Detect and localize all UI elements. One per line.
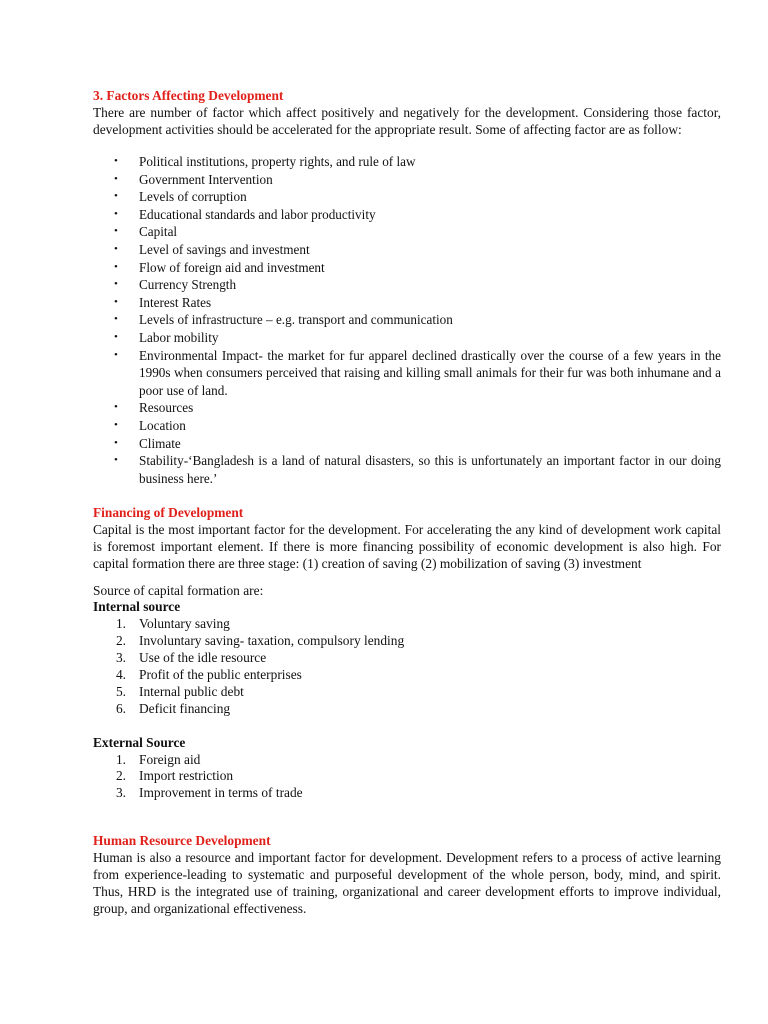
list-item: • Climate [114, 435, 181, 451]
hrd-heading: Human Resource Development [93, 833, 271, 849]
list-item: • Level of savings and investment [114, 241, 310, 257]
list-item: 3. Improvement in terms of trade [115, 785, 303, 801]
bullet-icon: • [114, 313, 118, 326]
list-item: • Labor mobility [114, 329, 219, 345]
list-item: • Stability-‘Bangladesh is a land of natural disasters, so this is unfortunately an important factor in our doing business here.’ [114, 453, 721, 486]
bullet-icon: • [114, 260, 118, 273]
list-item: • Educational standards and labor productivity [114, 206, 376, 222]
section-3-heading: 3. Factors Affecting Development [93, 88, 284, 103]
section-3-intro: There are number of factor which affect positively and negatively for the development. Considering those factor, development activities should be accelerated for the appropriate result. Some of affecting factor are as follow: [93, 105, 721, 137]
list-item: • Government Intervention [114, 171, 273, 187]
bullet-icon: • [114, 330, 118, 343]
bullet-icon: • [114, 190, 118, 203]
internal-source-list [93, 616, 721, 717]
external-source-list [93, 752, 721, 803]
financing-heading: Financing of Development [93, 505, 244, 521]
list-item: 3. Use of the idle resource [115, 650, 267, 665]
list-item: 2. Involuntary saving- taxation, compulsory lending [115, 633, 405, 649]
factors-list [93, 153, 721, 487]
list-item: 5. Internal public debt [115, 683, 244, 699]
bullet-icon: • [114, 454, 118, 467]
sources-intro: Source of capital formation are: [93, 583, 264, 599]
bullet-icon: • [114, 401, 118, 414]
list-item: 1. Foreign aid [115, 751, 201, 767]
document-body [93, 87, 721, 917]
bullet-icon: • [114, 348, 118, 361]
bullet-icon: • [114, 225, 118, 238]
list-item: • Interest Rates [114, 294, 212, 310]
list-item: 1. Voluntary saving [115, 616, 230, 632]
list-item: 2. Import restriction [115, 768, 234, 784]
list-item: • Environmental Impact- the market for fur apparel declined drastically over the course of a few years in the 1990s when consumers perceived that raising and killing small animals for their fur was both inhumane and a poor use of land. [114, 347, 721, 398]
list-item: • Resources [114, 400, 194, 416]
list-item: • Capital [114, 224, 178, 240]
financing-paragraph: Capital is the most important factor for the development. For accelerating the any kind of development work capital is foremost important element. If there is more financing possibility of economic development is also high. For capital formation there are three stage: (1) creation of saving (2) mobilization of saving (3) investment [93, 522, 721, 572]
external-source-title: External Source [93, 734, 186, 750]
hrd-paragraph: Human is also a resource and important factor for development. Development refers to a process of active learning from experience-leading to systematic and purposeful development of the whole person, body, mind, and spirit. Thus, HRD is the integrated use of training, organizational and career development efforts to improve individual, group, and organizational effectiveness. [93, 850, 721, 917]
bullet-icon: • [114, 172, 118, 185]
list-item: • Levels of corruption [114, 189, 247, 205]
list-item: 4. Profit of the public enterprises [115, 666, 302, 682]
bullet-icon: • [114, 295, 118, 308]
list-item: • Levels of infrastructure – e.g. transport and communication [114, 312, 453, 328]
list-item: • Flow of foreign aid and investment [114, 259, 325, 275]
internal-source-title: Internal source [93, 599, 181, 615]
list-item: • Political institutions, property rights, and rule of law [114, 154, 416, 169]
bullet-icon: • [114, 207, 118, 220]
bullet-icon: • [114, 418, 118, 431]
bullet-icon: • [114, 278, 118, 291]
list-item: • Location [114, 417, 186, 433]
list-item: 6. Deficit financing [115, 700, 231, 716]
list-item: • Currency Strength [114, 277, 237, 293]
bullet-icon: • [114, 242, 118, 255]
bullet-icon: • [114, 436, 118, 449]
bullet-icon: • [114, 155, 118, 167]
